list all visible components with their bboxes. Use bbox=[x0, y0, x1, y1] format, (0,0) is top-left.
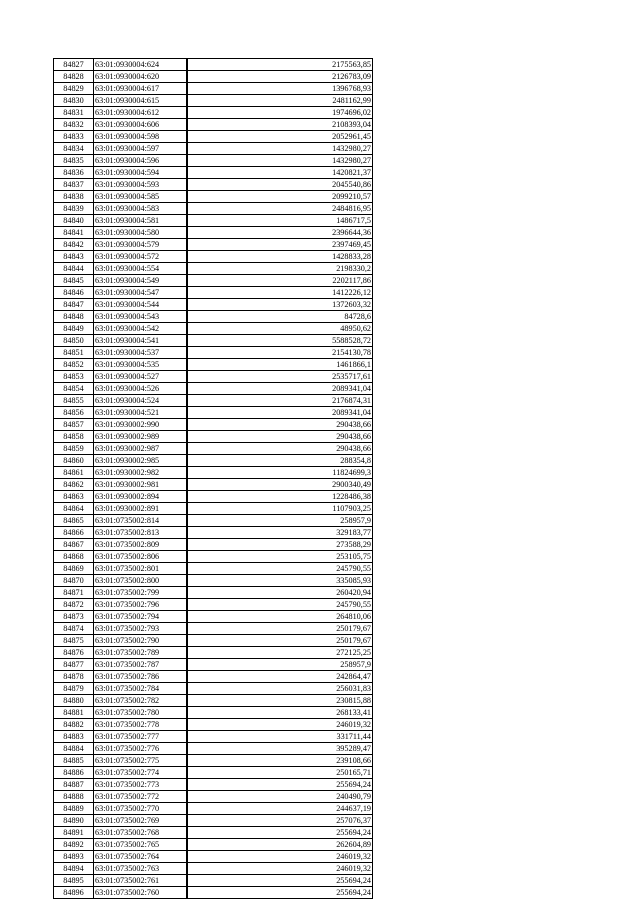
table-row bbox=[54, 215, 373, 227]
cadastral-value-cell: 272125,25 bbox=[187, 647, 373, 659]
row-number-cell: 84856 bbox=[54, 407, 94, 419]
cadastral-number-cell: 63:01:0735002:813 bbox=[94, 527, 187, 539]
cadastral-value-cell: 2176874,31 bbox=[187, 395, 373, 407]
cadastral-value-cell: 1432980,27 bbox=[187, 155, 373, 167]
row-number-cell: 84830 bbox=[54, 95, 94, 107]
table-row bbox=[54, 827, 373, 839]
table-row bbox=[54, 131, 373, 143]
table-row bbox=[54, 383, 373, 395]
cadastral-value-cell: 244637,19 bbox=[187, 803, 373, 815]
table-row bbox=[54, 479, 373, 491]
cadastral-number-cell: 63:01:0735002:784 bbox=[94, 683, 187, 695]
row-number-cell: 84890 bbox=[54, 815, 94, 827]
cadastral-number-cell: 63:01:0930004:549 bbox=[94, 275, 187, 287]
cadastral-value-cell: 255694,24 bbox=[187, 779, 373, 791]
cadastral-value-cell: 256031,83 bbox=[187, 683, 373, 695]
cadastral-number-cell: 63:01:0735002:760 bbox=[94, 887, 187, 899]
table-row bbox=[54, 95, 373, 107]
cadastral-value-cell: 2900340,49 bbox=[187, 479, 373, 491]
cadastral-number-cell: 63:01:0930002:981 bbox=[94, 479, 187, 491]
cadastral-number-cell: 63:01:0930002:989 bbox=[94, 431, 187, 443]
table-body bbox=[54, 59, 373, 899]
table-row bbox=[54, 167, 373, 179]
cadastral-number-cell: 63:01:0930002:891 bbox=[94, 503, 187, 515]
cadastral-number-cell: 63:01:0930002:990 bbox=[94, 419, 187, 431]
row-number-cell: 84867 bbox=[54, 539, 94, 551]
table-row bbox=[54, 563, 373, 575]
table-row bbox=[54, 551, 373, 563]
row-number-cell: 84847 bbox=[54, 299, 94, 311]
row-number-cell: 84833 bbox=[54, 131, 94, 143]
row-number-cell: 84850 bbox=[54, 335, 94, 347]
cadastral-value-cell: 255694,24 bbox=[187, 887, 373, 899]
cadastral-value-cell: 329183,77 bbox=[187, 527, 373, 539]
table-row bbox=[54, 683, 373, 695]
row-number-cell: 84883 bbox=[54, 731, 94, 743]
table-row bbox=[54, 347, 373, 359]
table-row bbox=[54, 191, 373, 203]
table-row bbox=[54, 491, 373, 503]
table-row bbox=[54, 359, 373, 371]
cadastral-number-cell: 63:01:0930004:620 bbox=[94, 71, 187, 83]
cadastral-number-cell: 63:01:0930004:537 bbox=[94, 347, 187, 359]
cadastral-number-cell: 63:01:0930004:521 bbox=[94, 407, 187, 419]
cadastral-number-cell: 63:01:0735002:793 bbox=[94, 623, 187, 635]
cadastral-value-cell: 260420,94 bbox=[187, 587, 373, 599]
row-number-cell: 84859 bbox=[54, 443, 94, 455]
cadastral-value-cell: 335085,93 bbox=[187, 575, 373, 587]
cadastral-number-cell: 63:01:0930004:612 bbox=[94, 107, 187, 119]
cadastral-value-cell: 290438,66 bbox=[187, 443, 373, 455]
cadastral-value-cell: 48950,62 bbox=[187, 323, 373, 335]
row-number-cell: 84871 bbox=[54, 587, 94, 599]
table-row bbox=[54, 731, 373, 743]
cadastral-number-cell: 63:01:0930004:526 bbox=[94, 383, 187, 395]
table-row bbox=[54, 251, 373, 263]
cadastral-value-cell: 2108393,04 bbox=[187, 119, 373, 131]
cadastral-value-cell: 250165,71 bbox=[187, 767, 373, 779]
row-number-cell: 84831 bbox=[54, 107, 94, 119]
table-row bbox=[54, 875, 373, 887]
cadastral-number-cell: 63:01:0930004:542 bbox=[94, 323, 187, 335]
cadastral-value-cell: 253105,75 bbox=[187, 551, 373, 563]
table-row bbox=[54, 887, 373, 899]
row-number-cell: 84862 bbox=[54, 479, 94, 491]
row-number-cell: 84881 bbox=[54, 707, 94, 719]
cadastral-number-cell: 63:01:0930004:585 bbox=[94, 191, 187, 203]
table-row bbox=[54, 467, 373, 479]
cadastral-number-cell: 63:01:0930004:581 bbox=[94, 215, 187, 227]
cadastral-number-cell: 63:01:0735002:772 bbox=[94, 791, 187, 803]
cadastral-number-cell: 63:01:0735002:778 bbox=[94, 719, 187, 731]
table-row bbox=[54, 587, 373, 599]
cadastral-number-cell: 63:01:0735002:794 bbox=[94, 611, 187, 623]
row-number-cell: 84888 bbox=[54, 791, 94, 803]
table-row bbox=[54, 791, 373, 803]
table-row bbox=[54, 599, 373, 611]
cadastral-number-cell: 63:01:0930002:982 bbox=[94, 467, 187, 479]
cadastral-number-cell: 63:01:0930004:580 bbox=[94, 227, 187, 239]
table-row bbox=[54, 743, 373, 755]
cadastral-value-cell: 239108,66 bbox=[187, 755, 373, 767]
cadastral-number-cell: 63:01:0735002:789 bbox=[94, 647, 187, 659]
cadastral-value-cell: 1420821,37 bbox=[187, 167, 373, 179]
row-number-cell: 84840 bbox=[54, 215, 94, 227]
cadastral-value-cell: 2099210,57 bbox=[187, 191, 373, 203]
table-row bbox=[54, 755, 373, 767]
table-row bbox=[54, 107, 373, 119]
cadastral-number-cell: 63:01:0735002:768 bbox=[94, 827, 187, 839]
table-row bbox=[54, 59, 373, 71]
cadastral-value-cell: 2484816,95 bbox=[187, 203, 373, 215]
cadastral-number-cell: 63:01:0735002:774 bbox=[94, 767, 187, 779]
row-number-cell: 84839 bbox=[54, 203, 94, 215]
cadastral-number-cell: 63:01:0735002:787 bbox=[94, 659, 187, 671]
cadastral-number-cell: 63:01:0735002:809 bbox=[94, 539, 187, 551]
cadastral-number-cell: 63:01:0735002:765 bbox=[94, 839, 187, 851]
cadastral-number-cell: 63:01:0930004:524 bbox=[94, 395, 187, 407]
table-row bbox=[54, 179, 373, 191]
row-number-cell: 84875 bbox=[54, 635, 94, 647]
cadastral-value-cell: 2396644,36 bbox=[187, 227, 373, 239]
cadastral-number-cell: 63:01:0930004:554 bbox=[94, 263, 187, 275]
row-number-cell: 84893 bbox=[54, 851, 94, 863]
table-row bbox=[54, 719, 373, 731]
cadastral-number-cell: 63:01:0930004:598 bbox=[94, 131, 187, 143]
cadastral-number-cell: 63:01:0930002:987 bbox=[94, 443, 187, 455]
cadastral-value-cell: 1486717,5 bbox=[187, 215, 373, 227]
cadastral-value-cell: 2154130,78 bbox=[187, 347, 373, 359]
cadastral-number-cell: 63:01:0930004:543 bbox=[94, 311, 187, 323]
table-row bbox=[54, 83, 373, 95]
row-number-cell: 84860 bbox=[54, 455, 94, 467]
cadastral-value-cell: 246019,32 bbox=[187, 863, 373, 875]
row-number-cell: 84848 bbox=[54, 311, 94, 323]
row-number-cell: 84865 bbox=[54, 515, 94, 527]
cadastral-number-cell: 63:01:0930004:597 bbox=[94, 143, 187, 155]
cadastral-value-cell: 258957,9 bbox=[187, 515, 373, 527]
table-row bbox=[54, 323, 373, 335]
row-number-cell: 84852 bbox=[54, 359, 94, 371]
row-number-cell: 84849 bbox=[54, 323, 94, 335]
cadastral-value-cell: 255694,24 bbox=[187, 875, 373, 887]
cadastral-value-table bbox=[53, 58, 373, 899]
table-row bbox=[54, 707, 373, 719]
cadastral-number-cell: 63:01:0735002:799 bbox=[94, 587, 187, 599]
cadastral-value-cell: 2202117,86 bbox=[187, 275, 373, 287]
table-row bbox=[54, 539, 373, 551]
row-number-cell: 84846 bbox=[54, 287, 94, 299]
cadastral-number-cell: 63:01:0930004:617 bbox=[94, 83, 187, 95]
row-number-cell: 84878 bbox=[54, 671, 94, 683]
row-number-cell: 84857 bbox=[54, 419, 94, 431]
cadastral-number-cell: 63:01:0735002:780 bbox=[94, 707, 187, 719]
row-number-cell: 84838 bbox=[54, 191, 94, 203]
row-number-cell: 84884 bbox=[54, 743, 94, 755]
cadastral-value-cell: 257076,37 bbox=[187, 815, 373, 827]
table-row bbox=[54, 779, 373, 791]
cadastral-value-cell: 1372603,32 bbox=[187, 299, 373, 311]
cadastral-number-cell: 63:01:0930002:985 bbox=[94, 455, 187, 467]
row-number-cell: 84829 bbox=[54, 83, 94, 95]
cadastral-value-cell: 290438,66 bbox=[187, 431, 373, 443]
cadastral-value-cell: 2397469,45 bbox=[187, 239, 373, 251]
row-number-cell: 84887 bbox=[54, 779, 94, 791]
cadastral-number-cell: 63:01:0735002:763 bbox=[94, 863, 187, 875]
cadastral-value-cell: 250179,67 bbox=[187, 635, 373, 647]
row-number-cell: 84853 bbox=[54, 371, 94, 383]
row-number-cell: 84886 bbox=[54, 767, 94, 779]
cadastral-value-cell: 290438,66 bbox=[187, 419, 373, 431]
row-number-cell: 84845 bbox=[54, 275, 94, 287]
table-row bbox=[54, 275, 373, 287]
cadastral-value-cell: 1228486,38 bbox=[187, 491, 373, 503]
cadastral-number-cell: 63:01:0930004:572 bbox=[94, 251, 187, 263]
row-number-cell: 84863 bbox=[54, 491, 94, 503]
cadastral-number-cell: 63:01:0735002:786 bbox=[94, 671, 187, 683]
cadastral-number-cell: 63:01:0930004:535 bbox=[94, 359, 187, 371]
table-row bbox=[54, 443, 373, 455]
cadastral-number-cell: 63:01:0930004:594 bbox=[94, 167, 187, 179]
cadastral-value-cell: 1432980,27 bbox=[187, 143, 373, 155]
table-row bbox=[54, 395, 373, 407]
cadastral-value-cell: 1396768,93 bbox=[187, 83, 373, 95]
cadastral-value-cell: 230815,88 bbox=[187, 695, 373, 707]
cadastral-number-cell: 63:01:0930004:541 bbox=[94, 335, 187, 347]
cadastral-value-cell: 255694,24 bbox=[187, 827, 373, 839]
table-row bbox=[54, 371, 373, 383]
table-row bbox=[54, 407, 373, 419]
row-number-cell: 84894 bbox=[54, 863, 94, 875]
cadastral-value-cell: 245790,55 bbox=[187, 563, 373, 575]
cadastral-number-cell: 63:01:0735002:775 bbox=[94, 755, 187, 767]
row-number-cell: 84876 bbox=[54, 647, 94, 659]
cadastral-value-cell: 273588,29 bbox=[187, 539, 373, 551]
cadastral-value-cell: 268133,41 bbox=[187, 707, 373, 719]
cadastral-number-cell: 63:01:0735002:764 bbox=[94, 851, 187, 863]
cadastral-value-cell: 262604,89 bbox=[187, 839, 373, 851]
row-number-cell: 84858 bbox=[54, 431, 94, 443]
cadastral-number-cell: 63:01:0930002:894 bbox=[94, 491, 187, 503]
table-row bbox=[54, 143, 373, 155]
table-row bbox=[54, 287, 373, 299]
table-row bbox=[54, 695, 373, 707]
cadastral-number-cell: 63:01:0735002:776 bbox=[94, 743, 187, 755]
table-row bbox=[54, 155, 373, 167]
row-number-cell: 84861 bbox=[54, 467, 94, 479]
row-number-cell: 84832 bbox=[54, 119, 94, 131]
table-row bbox=[54, 611, 373, 623]
cadastral-value-cell: 2089341,04 bbox=[187, 383, 373, 395]
table-row bbox=[54, 311, 373, 323]
table-row bbox=[54, 623, 373, 635]
cadastral-value-cell: 2126783,09 bbox=[187, 71, 373, 83]
table-row bbox=[54, 203, 373, 215]
cadastral-value-cell: 2045540,86 bbox=[187, 179, 373, 191]
row-number-cell: 84877 bbox=[54, 659, 94, 671]
table-row bbox=[54, 119, 373, 131]
table-row bbox=[54, 647, 373, 659]
cadastral-value-cell: 258957,9 bbox=[187, 659, 373, 671]
cadastral-number-cell: 63:01:0735002:770 bbox=[94, 803, 187, 815]
table-row bbox=[54, 239, 373, 251]
cadastral-value-cell: 331711,44 bbox=[187, 731, 373, 743]
row-number-cell: 84854 bbox=[54, 383, 94, 395]
cadastral-number-cell: 63:01:0930004:579 bbox=[94, 239, 187, 251]
table-row bbox=[54, 659, 373, 671]
row-number-cell: 84828 bbox=[54, 71, 94, 83]
cadastral-value-cell: 250179,67 bbox=[187, 623, 373, 635]
table-row bbox=[54, 839, 373, 851]
row-number-cell: 84882 bbox=[54, 719, 94, 731]
row-number-cell: 84868 bbox=[54, 551, 94, 563]
cadastral-value-cell: 2175563,85 bbox=[187, 59, 373, 71]
row-number-cell: 84866 bbox=[54, 527, 94, 539]
cadastral-number-cell: 63:01:0930004:544 bbox=[94, 299, 187, 311]
table-row bbox=[54, 263, 373, 275]
cadastral-value-cell: 1428833,28 bbox=[187, 251, 373, 263]
cadastral-number-cell: 63:01:0735002:814 bbox=[94, 515, 187, 527]
cadastral-value-cell: 264810,06 bbox=[187, 611, 373, 623]
cadastral-number-cell: 63:01:0735002:806 bbox=[94, 551, 187, 563]
row-number-cell: 84872 bbox=[54, 599, 94, 611]
cadastral-value-cell: 1107903,25 bbox=[187, 503, 373, 515]
table-row bbox=[54, 419, 373, 431]
cadastral-value-cell: 1412226,12 bbox=[187, 287, 373, 299]
table-row bbox=[54, 635, 373, 647]
cadastral-number-cell: 63:01:0930004:593 bbox=[94, 179, 187, 191]
row-number-cell: 84842 bbox=[54, 239, 94, 251]
table-row bbox=[54, 767, 373, 779]
cadastral-number-cell: 63:01:0930004:527 bbox=[94, 371, 187, 383]
table-row bbox=[54, 575, 373, 587]
row-number-cell: 84895 bbox=[54, 875, 94, 887]
cadastral-value-cell: 242864,47 bbox=[187, 671, 373, 683]
table-row bbox=[54, 71, 373, 83]
cadastral-number-cell: 63:01:0735002:796 bbox=[94, 599, 187, 611]
row-number-cell: 84864 bbox=[54, 503, 94, 515]
row-number-cell: 84869 bbox=[54, 563, 94, 575]
cadastral-number-cell: 63:01:0735002:790 bbox=[94, 635, 187, 647]
table-row bbox=[54, 815, 373, 827]
table-row bbox=[54, 515, 373, 527]
row-number-cell: 84837 bbox=[54, 179, 94, 191]
cadastral-number-cell: 63:01:0735002:801 bbox=[94, 563, 187, 575]
cadastral-number-cell: 63:01:0930004:583 bbox=[94, 203, 187, 215]
row-number-cell: 84885 bbox=[54, 755, 94, 767]
cadastral-value-cell: 1461866,1 bbox=[187, 359, 373, 371]
cadastral-number-cell: 63:01:0930004:596 bbox=[94, 155, 187, 167]
row-number-cell: 84851 bbox=[54, 347, 94, 359]
cadastral-number-cell: 63:01:0735002:800 bbox=[94, 575, 187, 587]
cadastral-value-cell: 288354,8 bbox=[187, 455, 373, 467]
row-number-cell: 84896 bbox=[54, 887, 94, 899]
table-row bbox=[54, 299, 373, 311]
cadastral-value-cell: 1974696,02 bbox=[187, 107, 373, 119]
row-number-cell: 84889 bbox=[54, 803, 94, 815]
row-number-cell: 84835 bbox=[54, 155, 94, 167]
cadastral-number-cell: 63:01:0930004:624 bbox=[94, 59, 187, 71]
cadastral-number-cell: 63:01:0735002:773 bbox=[94, 779, 187, 791]
row-number-cell: 84874 bbox=[54, 623, 94, 635]
cadastral-value-cell: 2198330,2 bbox=[187, 263, 373, 275]
table-row bbox=[54, 227, 373, 239]
table-row bbox=[54, 671, 373, 683]
table-row bbox=[54, 851, 373, 863]
cadastral-value-cell: 395289,47 bbox=[187, 743, 373, 755]
table-row bbox=[54, 335, 373, 347]
cadastral-value-cell: 246019,32 bbox=[187, 719, 373, 731]
cadastral-value-cell: 2052961,45 bbox=[187, 131, 373, 143]
table-row bbox=[54, 503, 373, 515]
cadastral-value-cell: 84728,6 bbox=[187, 311, 373, 323]
table-row bbox=[54, 863, 373, 875]
row-number-cell: 84827 bbox=[54, 59, 94, 71]
cadastral-value-cell: 2535717,61 bbox=[187, 371, 373, 383]
cadastral-value-cell: 11824699,3 bbox=[187, 467, 373, 479]
table-row bbox=[54, 455, 373, 467]
cadastral-value-cell: 2481162,99 bbox=[187, 95, 373, 107]
table-row bbox=[54, 431, 373, 443]
cadastral-value-cell: 240490,79 bbox=[187, 791, 373, 803]
row-number-cell: 84892 bbox=[54, 839, 94, 851]
row-number-cell: 84836 bbox=[54, 167, 94, 179]
cadastral-number-cell: 63:01:0930004:547 bbox=[94, 287, 187, 299]
cadastral-value-cell: 5588528,72 bbox=[187, 335, 373, 347]
cadastral-value-cell: 245790,55 bbox=[187, 599, 373, 611]
cadastral-number-cell: 63:01:0735002:769 bbox=[94, 815, 187, 827]
row-number-cell: 84834 bbox=[54, 143, 94, 155]
row-number-cell: 84870 bbox=[54, 575, 94, 587]
row-number-cell: 84844 bbox=[54, 263, 94, 275]
cadastral-number-cell: 63:01:0930004:615 bbox=[94, 95, 187, 107]
row-number-cell: 84843 bbox=[54, 251, 94, 263]
row-number-cell: 84879 bbox=[54, 683, 94, 695]
cadastral-value-cell: 246019,32 bbox=[187, 851, 373, 863]
row-number-cell: 84873 bbox=[54, 611, 94, 623]
row-number-cell: 84880 bbox=[54, 695, 94, 707]
table-row bbox=[54, 527, 373, 539]
cadastral-value-cell: 2089341,04 bbox=[187, 407, 373, 419]
cadastral-number-cell: 63:01:0930004:606 bbox=[94, 119, 187, 131]
row-number-cell: 84891 bbox=[54, 827, 94, 839]
cadastral-number-cell: 63:01:0735002:777 bbox=[94, 731, 187, 743]
table-row bbox=[54, 803, 373, 815]
row-number-cell: 84841 bbox=[54, 227, 94, 239]
row-number-cell: 84855 bbox=[54, 395, 94, 407]
cadastral-number-cell: 63:01:0735002:761 bbox=[94, 875, 187, 887]
cadastral-number-cell: 63:01:0735002:782 bbox=[94, 695, 187, 707]
